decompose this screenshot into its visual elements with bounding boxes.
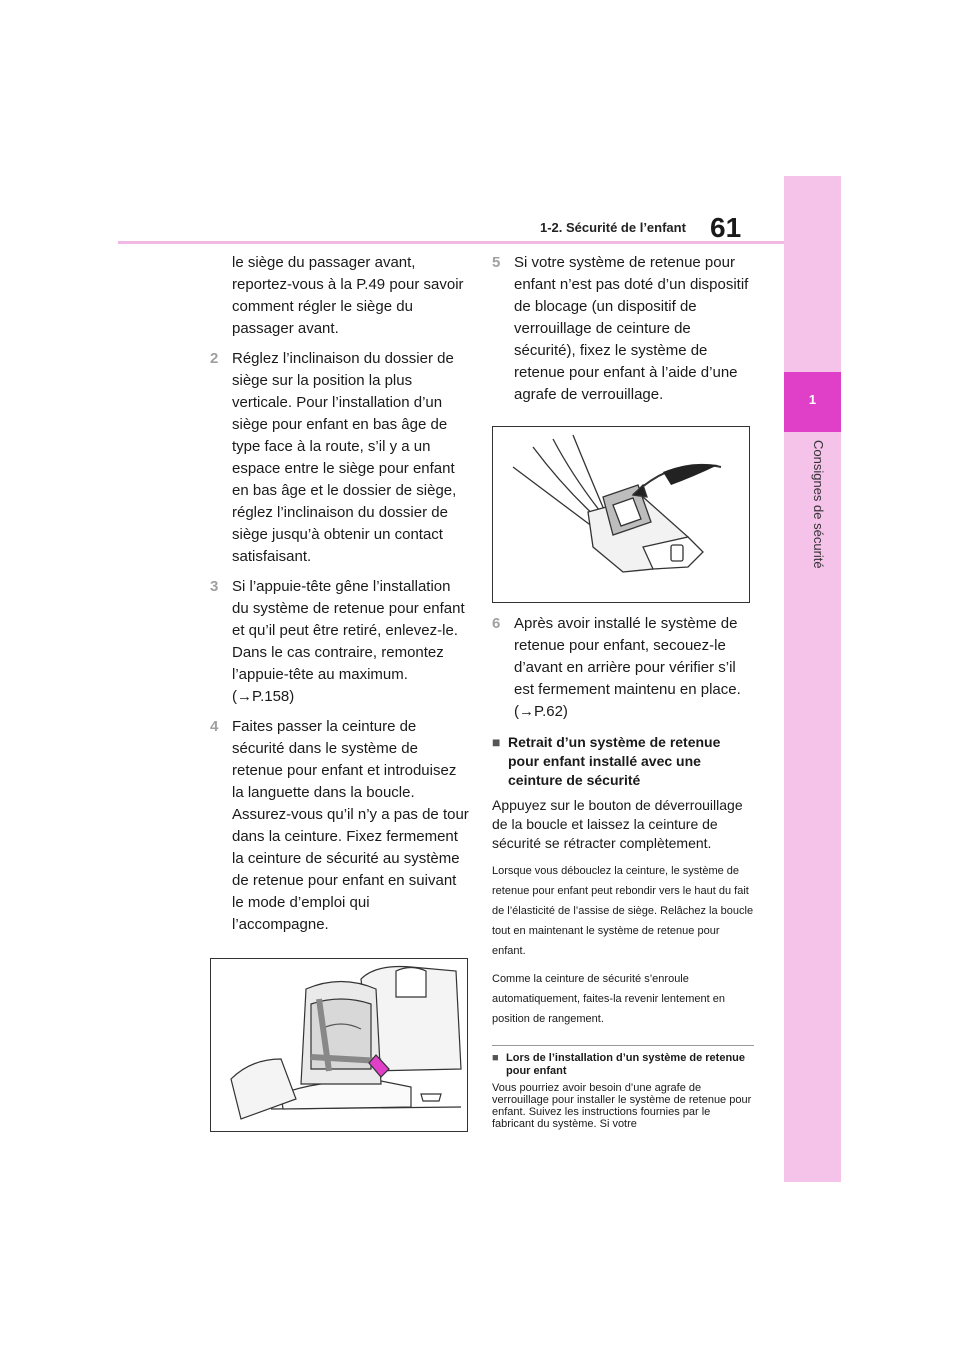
heading-text: Retrait d’un système de retenue pour enfant installé avec une ceinture de sécurité xyxy=(508,734,721,788)
step-text: Faites passer la ceinture de sécurité dans le système de retenue pour enfant et introduisez la languette dans la boucle. Assurez-vous qu’il n’y a pas de tour dans la ceinture. Fixez fermement la ceinture de sécurité au système de retenue pour enfant en suivant le mode d’emploi qui l’accompagne. xyxy=(232,718,469,933)
note-marker: ■ xyxy=(492,1052,499,1064)
body-paragraph: Appuyez sur le bouton de déverrouillage de la boucle et laissez la ceinture de sécurité se rétracter complètement. xyxy=(492,797,743,851)
page-reference-link[interactable]: (→P.158) xyxy=(232,688,295,705)
note-body: Vous pourriez avoir besoin d’une agrafe de verrouillage pour installer le système de retenue pour enfant. Suivez les instructions fournies par le fabricant du système. Si votre xyxy=(492,1082,752,1130)
section-title: 1-2. Sécurité de l’enfant xyxy=(540,220,686,235)
step-6 xyxy=(492,613,754,723)
locking-clip-illustration xyxy=(492,426,750,603)
note-heading xyxy=(492,1052,754,1078)
step-text: Réglez l’inclinaison du dossier de siège sur la position la plus verticale. Pour l’installation d’un siège pour enfant en bas âge de type face à la route, s’il y a un espace entre le siège pour enfant en bas âge et le dossier de siège, réglez l’inclinaison du dossier de siège jusqu’à obtenir un contact satisfaisant. xyxy=(232,350,457,565)
info-paragraph-2: Comme la ceinture de sécurité s’enroule automatiquement, faites-la revenir lentement en position de rangement. xyxy=(492,973,725,1025)
step-number: 5 xyxy=(492,254,501,271)
intro-paragraph: le siège du passager avant, reportez-vous à la P.49 pour savoir comment régler le siège du passager avant. xyxy=(232,254,464,337)
chapter-label: Consignes de sécurité xyxy=(811,440,826,569)
note-heading-text: Lors de l’installation d’un système de retenue pour enfant xyxy=(506,1052,746,1077)
info-paragraph-1: Lorsque vous débouclez la ceinture, le système de retenue pour enfant peut rebondir vers le haut du fait de l’élasticité de l’assise de siège. Relâchez la boucle tout en maintenant le système de retenue pour enfant. xyxy=(492,865,754,957)
left-column xyxy=(210,252,470,1132)
chapter-number: 1 xyxy=(808,392,817,407)
child-seat-illustration xyxy=(210,958,468,1132)
step-number: 6 xyxy=(492,615,501,632)
step-2 xyxy=(210,348,470,568)
side-tab xyxy=(784,176,841,1182)
step-number: 2 xyxy=(210,350,219,367)
step-text: Si l’appuie-tête gêne l’installation du système de retenue pour enfant et qu’il peut être retiré, enlevez-le. Dans le cas contraire, remontez l’appuie-tête au maximum. xyxy=(232,578,465,683)
step-3 xyxy=(210,576,470,708)
step-number: 3 xyxy=(210,578,219,595)
step-5 xyxy=(492,252,754,406)
chapter-tab[interactable] xyxy=(784,372,841,432)
step-number: 4 xyxy=(210,718,219,735)
heading-marker: ■ xyxy=(492,734,501,750)
right-column xyxy=(492,252,754,1130)
subsection-heading xyxy=(492,733,754,790)
page-reference-link[interactable]: (→P.62) xyxy=(514,703,568,720)
step-text: Si votre système de retenue pour enfant n’est pas doté d’un dispositif de blocage (un dispositif de verrouillage de ceinture de sécurité), fixez le système de retenue pour enfant à l’aide d’une agrafe de verrouillage. xyxy=(514,254,749,403)
step-text: Après avoir installé le système de retenue pour enfant, secouez-le d’avant en arrière pour vérifier s’il est fermement maintenu en place. xyxy=(514,615,741,698)
page-number: 61 xyxy=(710,212,742,243)
step-4 xyxy=(210,716,470,936)
header-rule xyxy=(118,241,784,244)
note-divider xyxy=(492,1045,754,1046)
